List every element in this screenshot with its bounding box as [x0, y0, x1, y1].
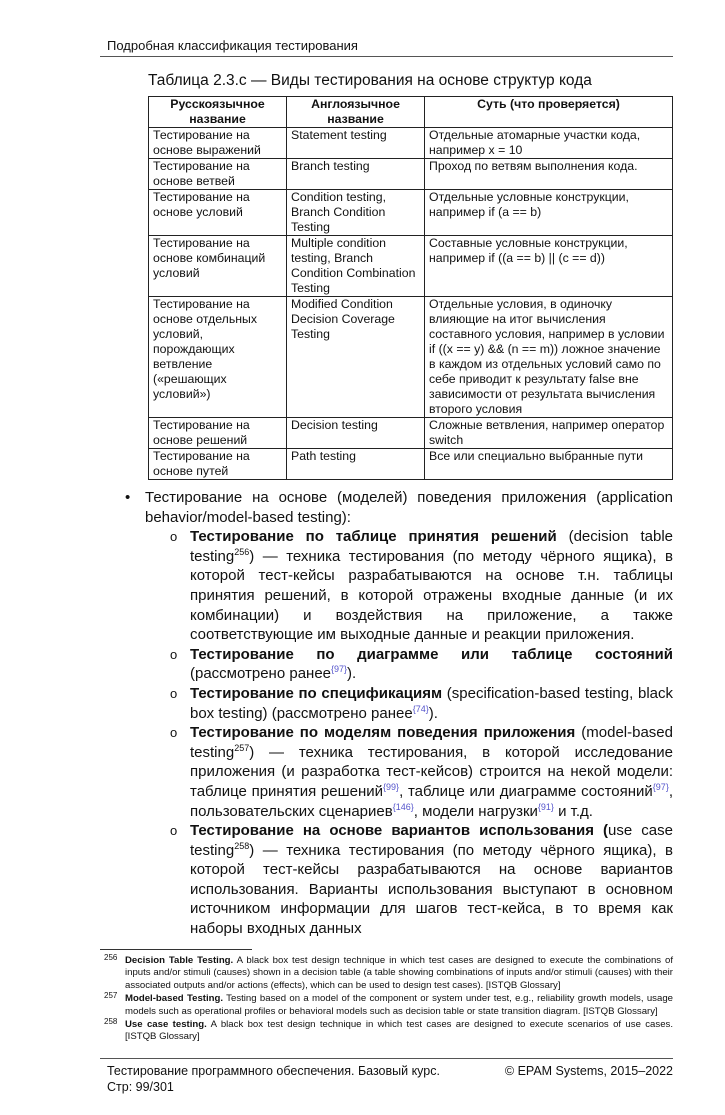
table-cell: Составные условные конструкции, например if ((a == b) || (c == d))	[425, 236, 673, 297]
table-cell: Сложные ветвления, например оператор switch	[425, 418, 673, 449]
list-item	[170, 723, 673, 821]
table-cell: Отдельные атомарные участки кода, например x = 10	[425, 128, 673, 159]
table-cell: Тестирование на основе отдельных условий, порождающих ветвление («решающих условий»)	[149, 297, 287, 418]
text-segment: ).	[428, 704, 438, 722]
footnote-ref[interactable]: 258	[234, 840, 250, 851]
term-bold: Тестирование на основе вариантов использования (	[190, 822, 609, 840]
text-segment: , таблице или диаграмме состояний	[399, 782, 653, 800]
text-segment: ).	[347, 665, 357, 683]
table-cell: Отдельные условия, в одиночку влияющие на итог вычисления составного условия, например в условии if ((x == y) && (n == m)) ложное значение в каждом из отдельных условий само по себе приводит к результату false вне зависимости от результата вычисления второго условия	[425, 297, 673, 418]
footnote-rule	[100, 949, 252, 950]
page-link[interactable]: {146}	[392, 801, 414, 812]
sub-list	[125, 527, 673, 938]
table-cell: Тестирование на основе путей	[149, 449, 287, 480]
footnote	[104, 993, 673, 1019]
footnote-text: A black box test design technique in which test cases are designed to execute the combinations of inputs and/or stimuli (causes) shown in a decision table (a table showing combinations of inputs and/or stimuli (causes) with their associated outputs and/or actions (effects), which can be used to design test cases). [ISTQB Glossary]	[125, 954, 673, 992]
page-link[interactable]: {97}	[331, 664, 348, 675]
page-link[interactable]: {91}	[537, 801, 554, 812]
list-item	[170, 821, 673, 939]
table-row	[149, 128, 673, 159]
term-bold: Тестирование по моделям поведения приложения	[190, 724, 576, 742]
footnote-text: Testing based on a model of the component or system under test, e.g., reliability growth models, usage models such as operational profiles or behavioral models such as decision table or state transition diagram. [ISTQB Glossary]	[125, 993, 673, 1017]
page-link[interactable]: {97}	[652, 781, 669, 792]
table-row	[149, 418, 673, 449]
footnote	[104, 1016, 673, 1045]
table-cell: Тестирование на основе комбинаций условий	[149, 236, 287, 297]
table-cell: Проход по ветвям выполнения кода.	[425, 159, 673, 190]
text-segment: use case testing	[190, 822, 673, 859]
header-rule	[100, 56, 673, 57]
body-text	[125, 488, 673, 939]
term-bold: Тестирование по таблице принятия решений	[190, 528, 557, 546]
bullet-item	[125, 488, 673, 527]
page-number: Стр: 99/301	[107, 1080, 174, 1095]
footer-title: Тестирование программного обеспечения. Базовый курс.	[107, 1064, 440, 1079]
bullet-text: Тестирование на основе (моделей) поведения приложения (application behavior/model-based testing):	[145, 489, 673, 526]
footnote-number: 256	[104, 952, 118, 962]
sub-marker: o	[170, 529, 178, 545]
table-row	[149, 190, 673, 236]
term-bold: Тестирование по диаграмме или таблице состояний	[190, 645, 673, 663]
page-footer	[107, 1063, 673, 1095]
footer-copyright: © EPAM Systems, 2015–2022	[504, 1064, 673, 1079]
sub-marker: o	[170, 823, 178, 839]
sub-marker: o	[170, 685, 178, 701]
list-item	[170, 645, 673, 684]
text-segment: ) — техника тестирования, в которой исследование приложения (и разработка тест-кейсов) строится на некой модели: таблице принятия решений	[190, 743, 673, 800]
footnote	[104, 952, 673, 993]
column-header: Русскоязычное название	[149, 97, 287, 128]
table-header-row	[149, 97, 673, 128]
table-cell: Тестирование на основе ветвей	[149, 159, 287, 190]
column-header: Суть (что проверяется)	[425, 97, 673, 128]
table-cell: Тестирование на основе решений	[149, 418, 287, 449]
table-cell: Отдельные условные конструкции, например if (a == b)	[425, 190, 673, 236]
list-item	[170, 684, 673, 723]
text-segment: (decision table testing	[190, 528, 673, 565]
sub-marker: o	[170, 646, 178, 662]
term-bold: Тестирование по спецификациям	[190, 684, 443, 702]
table-row	[149, 297, 673, 418]
table-cell: Decision testing	[287, 418, 425, 449]
table-caption: Таблица 2.3.c — Виды тестирования на основе структур кода	[148, 72, 592, 89]
text-segment: ) — техника тестирования (по методу чёрного ящика), в которой тест-кейсы разрабатываются на основе вариантов использования. Варианты использования выступают в основном источником информации для шагов тест-кейса, в то время как наборы входных данных	[190, 841, 673, 938]
text-segment: и т.д.	[553, 802, 593, 820]
footer-rule	[100, 1058, 673, 1059]
text-segment: (model-based testing	[190, 724, 673, 761]
table-row	[149, 236, 673, 297]
table-cell: Multiple condition testing, Branch Condition Combination Testing	[287, 236, 425, 297]
sub-marker: o	[170, 725, 178, 741]
page-link[interactable]: {74}	[412, 703, 429, 714]
text-segment: , пользовательских сценариев	[190, 782, 673, 820]
footnote-text: A black box test design technique in which test cases are designed to execute scenarios of use cases. [ISTQB Glossary]	[125, 1018, 673, 1043]
footnote-title: Model-based Testing.	[125, 993, 224, 1005]
table-cell: Modified Condition Decision Coverage Testing	[287, 297, 425, 418]
table-row	[149, 449, 673, 480]
table-cell: Statement testing	[287, 128, 425, 159]
table-cell: Тестирование на основе выражений	[149, 128, 287, 159]
text-segment: ) — техника тестирования (по методу чёрного ящика), в которой тест-кейсы разрабатываются на основе т.н. таблицы принятия решений, в которой отражены входные данные (и их комбинации) и воздействия на приложение, а также соответствующие им выходные данные и реакции приложения.	[190, 547, 673, 644]
text-segment: (specification-based testing, black box testing) (рассмотрено ранее	[190, 684, 673, 722]
footnote-title: Use case testing.	[125, 1018, 207, 1030]
bullet-marker: •	[125, 489, 131, 506]
table-row	[149, 159, 673, 190]
code-structure-testing-table	[148, 96, 673, 480]
footnote-number: 258	[104, 1016, 118, 1026]
footnote-ref[interactable]: 256	[234, 546, 250, 557]
table-cell: Branch testing	[287, 159, 425, 190]
list-item	[170, 527, 673, 645]
table-cell: Condition testing, Branch Condition Testing	[287, 190, 425, 236]
text-segment: (рассмотрено ранее	[190, 665, 332, 683]
running-header: Подробная классификация тестирования	[107, 38, 358, 53]
column-header: Англоязычное название	[287, 97, 425, 128]
table-cell: Все или специально выбранные пути	[425, 449, 673, 480]
page-link[interactable]: {99}	[383, 781, 400, 792]
footnote-number: 257	[104, 991, 118, 1001]
footnote-title: Decision Table Testing.	[125, 954, 234, 966]
table-cell: Path testing	[287, 449, 425, 480]
table-cell: Тестирование на основе условий	[149, 190, 287, 236]
footnotes	[104, 952, 673, 1045]
text-segment: , модели нагрузки	[413, 802, 538, 820]
footnote-ref[interactable]: 257	[234, 742, 250, 753]
